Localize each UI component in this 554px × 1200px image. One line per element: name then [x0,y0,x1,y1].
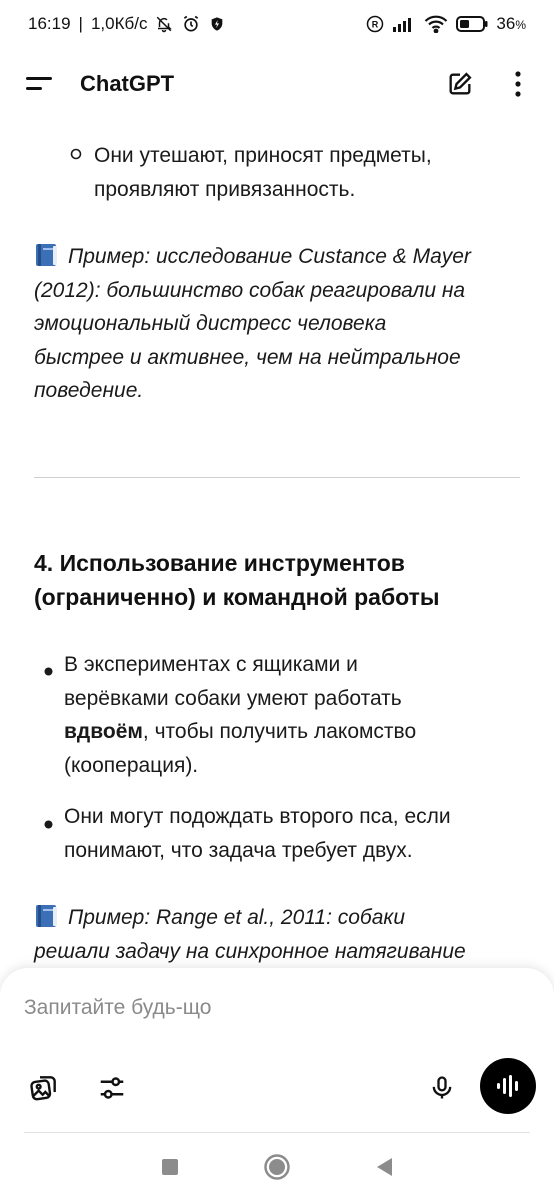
app-header [0,52,554,116]
status-separator: | [78,14,83,33]
recent-apps-button[interactable] [161,1158,179,1181]
text-line: верёвками собаки умеют работать [64,686,402,710]
text-line: проявляют привязанность. [94,177,356,201]
app-title: ChatGPT [80,71,175,96]
blue-book-icon [34,243,60,267]
text-line: эмоциональный дистресс человека [34,312,387,335]
battery-icon [456,15,488,33]
section-heading [34,546,524,614]
heading-line: 4. Использование инструментов [34,550,405,576]
battery-unit: % [515,18,526,32]
status-time: 16:19 [28,14,71,33]
edit-icon [446,70,474,98]
alarm-icon [181,14,201,34]
registered-icon [366,15,384,33]
attach-image-button[interactable] [24,1068,64,1108]
composer-panel [0,968,554,1200]
status-right [366,14,526,34]
status-left [28,14,225,34]
menu-button[interactable] [26,68,58,100]
example-paragraph [34,901,520,968]
text-line: Они утешают, приносят предметы, [94,144,432,167]
home-button[interactable] [263,1153,291,1186]
more-vertical-icon [515,71,521,97]
text-line: Пример: Range et al., 2011: собаки [34,901,520,935]
example-paragraph [34,240,520,408]
text-line: быстрее и активнее, чем на нейтральное [34,345,461,369]
back-button[interactable] [375,1157,393,1182]
svg-text:R: R [372,19,379,30]
chat-message [0,120,554,980]
more-options-button[interactable] [508,64,528,104]
text-line: поведение. [34,379,144,402]
status-bar [0,0,554,48]
message-input[interactable]: Запитайте будь-що [24,996,212,1019]
blue-book-icon [34,904,60,928]
status-network-speed: 1,0Кб/с [90,14,148,33]
system-nav-bar [0,1144,554,1194]
heading-line: (ограниченно) и командной работы [34,584,440,610]
bold-text: вдвоём [64,720,143,743]
bullet-text [64,800,520,867]
triangle-back-icon [375,1157,393,1177]
sub-bullet-text [94,139,520,206]
text-line: Они могут подождать второго пса, если [64,805,451,828]
square-icon [161,1158,179,1176]
text-line: понимают, что задача требует двух. [64,838,413,862]
text-line: вдвоём, чтобы получить лакомство [64,720,417,743]
composer-divider [24,1132,530,1133]
bell-muted-icon [155,15,173,33]
wifi-icon [424,15,448,33]
text-line: В экспериментах с ящиками и [64,653,358,676]
battery-level: 36% [496,14,526,33]
dictation-button[interactable] [422,1068,462,1108]
text-line: Пример: исследование Custance & Mayer [34,240,520,274]
menu-icon [26,74,54,94]
voice-mode-button[interactable] [480,1058,536,1114]
sub-bullet-marker [70,143,82,166]
shield-bolt-icon [209,15,225,33]
tools-button[interactable] [92,1068,132,1108]
new-chat-button[interactable] [440,64,480,104]
microphone-icon [428,1073,456,1103]
section-divider [34,477,520,478]
signal-icon [392,16,416,32]
bullet-text [64,648,520,782]
waveform-icon [494,1074,522,1098]
text-line: решали задачу на синхронное натягивание [34,939,466,963]
text-line: (2012): большинство собак реагировали на [34,278,466,302]
text-line: (кооперация). [64,753,199,777]
circle-icon [263,1153,291,1181]
sliders-icon [97,1073,127,1103]
bullet-marker [44,812,53,835]
bullet-marker [44,659,53,682]
image-stack-icon [28,1072,60,1104]
